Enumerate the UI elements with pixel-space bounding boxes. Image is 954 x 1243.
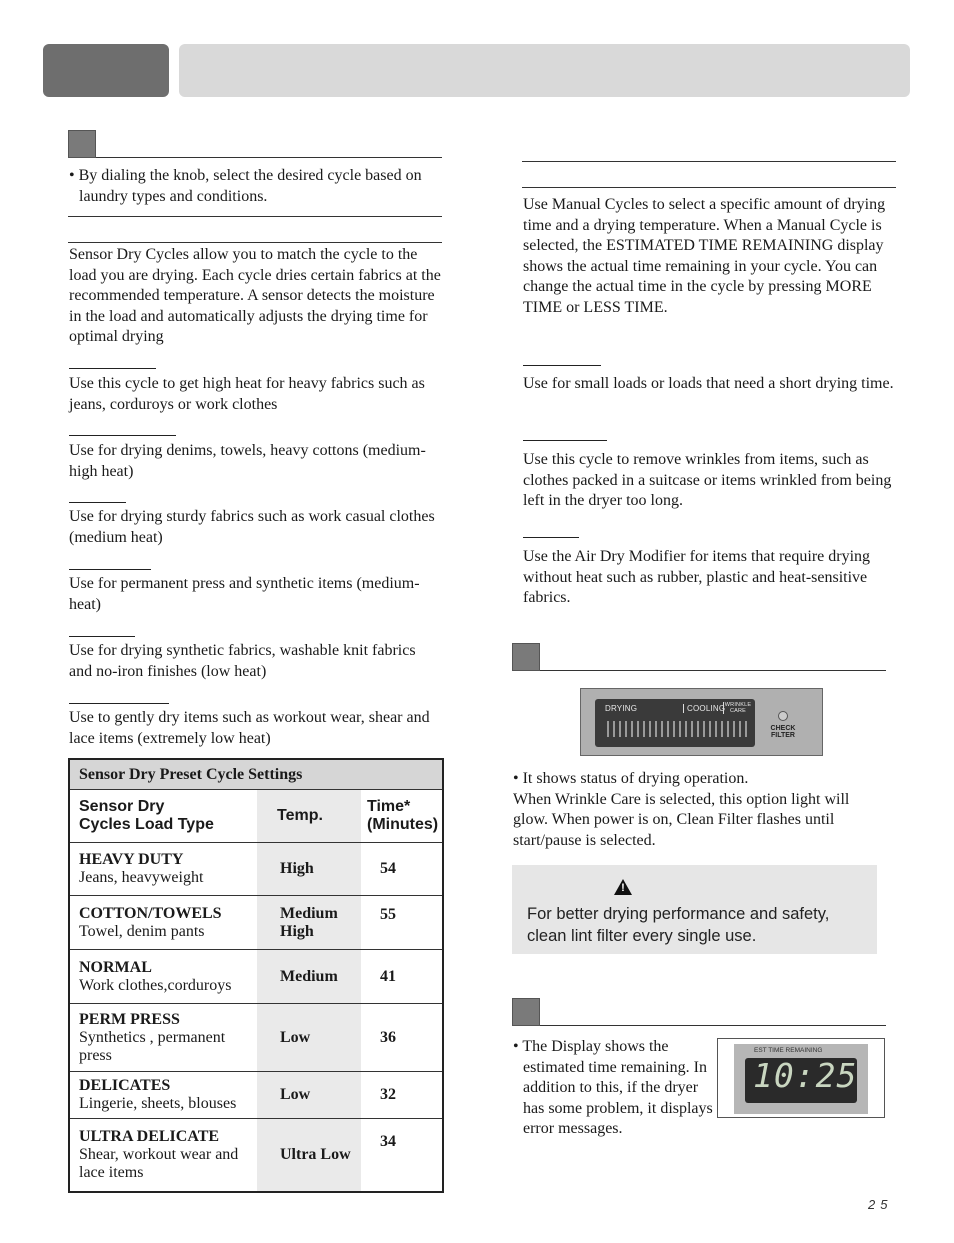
cycle-description: Use for drying denims, towels, heavy cottons (medium-high heat) [69,442,426,480]
cycle-heading-rule [69,636,135,637]
temp-cell: Medium High [257,896,361,950]
cycle-cell [69,950,257,1004]
cycle-description: Use for drying sturdy fabrics such as work casual clothes (medium heat) [69,508,435,546]
time-cell: 32 [361,1072,443,1119]
cycle-heading-rule [69,368,156,369]
status-description: • It shows status of drying operation. When Wrinkle Care is selected, this option light will glow. When power is on, Clean Filter flashes until start/pause is selected. [513,770,850,849]
section-rule [522,161,896,162]
sensor-intro: Sensor Dry Cycles allow you to match the cycle to the load you are drying. Each cycle dries certain fabrics at the recommended temperature. A sensor detects the moisture in the load and automatically adjusts the drying time for optimal drying [69,246,441,346]
temp-cell: Medium [257,950,361,1004]
cycle-name: NORMAL [79,958,152,976]
cycle-heading-rule [523,537,579,538]
cycle-cell [69,1004,257,1072]
drying-indicator: DRYING [605,704,638,713]
page-number: 25 [868,1197,893,1212]
cycle-description: Use for drying synthetic fabrics, washable knit fabrics and no-iron finishes (low heat) [69,642,416,680]
section-rule [68,216,442,217]
temp-cell: Ultra Low [257,1119,361,1192]
caution-text: For better drying performance and safety, clean lint filter every single use. [527,905,830,945]
table-row [69,1004,443,1072]
status-panel-illustration [580,688,823,756]
header-line: Cycles Load Type [79,816,214,833]
section-rule [68,242,442,243]
table-row [69,843,443,896]
cycle-name: DELICATES [79,1077,171,1094]
time-cell: 54 [361,843,443,896]
section-rule [540,1025,886,1026]
cycle-load: Towel, denim pants [79,922,205,940]
header-line: Sensor Dry [79,798,165,815]
est-time-label: EST TIME REMAINING [754,1047,823,1054]
table-header-row [69,790,443,843]
table-row [69,1072,443,1119]
section-marker [512,643,540,671]
cycle-load: Shear, workout wear and lace items [79,1145,239,1181]
time-cell: 34 [380,1133,396,1150]
table-row [69,1119,443,1192]
cycle-heading-rule [69,569,151,570]
time-cell: 36 [361,1004,443,1072]
section-marker [512,998,540,1026]
check-filter-light [778,711,788,721]
cycle-description: Use to gently dry items such as workout wear, shear and lace items (extremely low heat) [69,709,430,747]
cycle-cell [69,896,257,950]
cycle-name: ULTRA DELICATE [79,1127,220,1145]
section-rule [540,670,886,671]
header-load-type [69,790,257,843]
cycle-heading-rule [69,435,176,436]
intro-text: • By dialing the knob, select the desired cycle based on laundry types and conditions. [69,167,422,205]
cycle-load: Work clothes,corduroys [79,976,232,994]
header-temp: Temp. [257,790,361,843]
temp-cell: Low [257,1072,361,1119]
preset-settings-table [68,758,444,1193]
cycle-heading-rule [523,440,607,441]
section-marker [68,130,96,158]
cycle-name: PERM PRESS [79,1010,180,1028]
time-digits: 10:25 [753,1056,858,1095]
table-row [69,896,443,950]
table-title-row [69,759,443,790]
wrinkle-description: Use this cycle to remove wrinkles from items, such as clothes packed in a suitcase or items wrinkled from being left in the dryer too long. [523,451,892,510]
cooling-indicator: COOLING [683,704,725,713]
cycle-description: Use for permanent press and synthetic items (medium-heat) [69,575,420,613]
cycle-load: Jeans, heavyweight [79,869,204,886]
cycle-description: Use this cycle to get high heat for heavy fabrics such as jeans, corduroys or work clothes [69,375,425,413]
warning-icon-mark: ! [621,882,625,894]
time-display-illustration [717,1038,885,1118]
time-cell: 41 [361,950,443,1004]
manual-intro: Use Manual Cycles to select a specific amount of drying time and a drying temperature. When a Manual Cycle is selected, the ESTIMATED TIME REMAINING display shows the actual time remaining in your cycle. You can change the actual time in the cycle by pressing MORE TIME or LESS TIME. [523,196,886,316]
airdry-description: Use the Air Dry Modifier for items that require drying without heat such as rubber, plastic and heat-sensitive fabrics. [523,548,871,607]
progress-segments [607,721,747,737]
cycle-heading-rule [69,502,126,503]
header-time [361,790,443,843]
cycle-cell [69,1072,257,1119]
cycle-name: HEAVY DUTY [79,851,184,868]
table-row [69,950,443,1004]
cycle-name: COTTON/TOWELS [79,904,222,922]
cycle-heading-rule [69,703,169,704]
cycle-load: Lingerie, sheets, blouses [79,1095,237,1112]
display-bezel [734,1044,868,1114]
header-line: Time* [367,798,411,815]
cycle-heading-rule [523,365,601,366]
header-tab [43,44,169,97]
check-filter-label: CHECK FILTER [770,725,796,739]
cycle-cell [69,1119,257,1192]
header-line: (Minutes) [367,816,439,833]
section-rule [522,187,896,188]
status-display [595,699,755,747]
time-cell: 55 [361,896,443,950]
temp-cell: High [257,843,361,896]
timed-description: Use for small loads or loads that need a short drying time. [523,375,894,392]
wrinkle-care-indicator: WRINKLE CARE [724,702,752,714]
display-description: • The Display shows the estimated time remaining. In addition to this, if the dryer has some problem, it displays error messages. [513,1038,713,1138]
display-screen [745,1058,857,1103]
cycle-cell [69,843,257,896]
section-rule [96,157,442,158]
table-title: Sensor Dry Preset Cycle Settings [69,759,443,790]
cycle-load: Synthetics , permanent press [79,1028,226,1064]
temp-cell: Low [257,1004,361,1072]
header-bar [179,44,910,97]
